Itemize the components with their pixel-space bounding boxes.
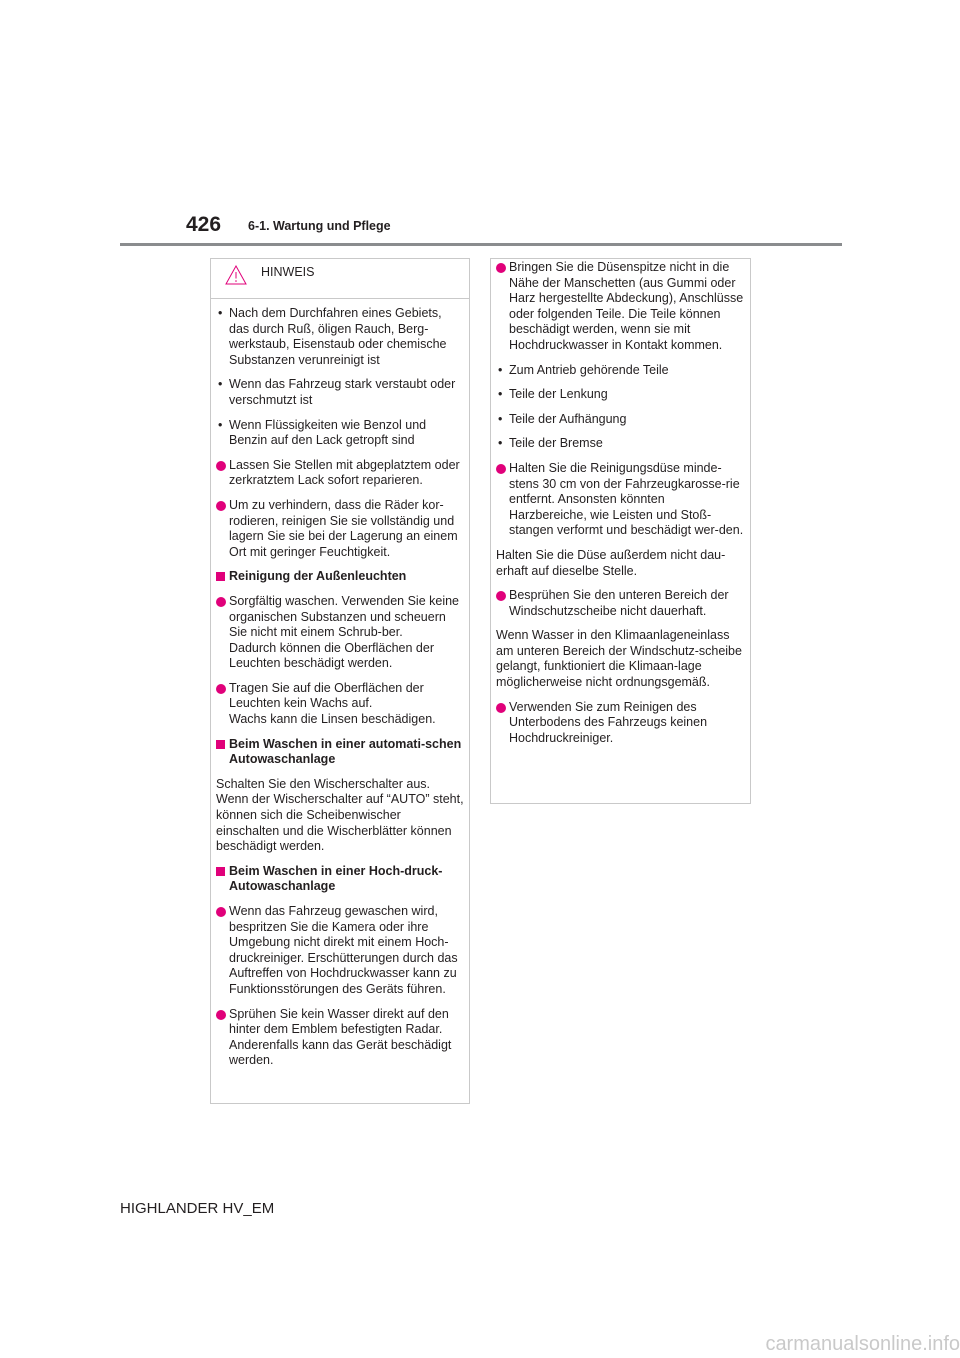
item-text: Bringen Sie die Düsenspitze nicht in die Nähe der Manschetten (aus Gummi oder Harz hergestellte Abdeckung), Anschlüsse oder folgenden Teile. Die Teile können beschädigt werden, wenn sie mit Hochdruckwasser in Kontakt kommen. [509, 260, 744, 352]
item-text: Nach dem Durchfahren eines Gebiets, das durch Ruß, öligen Rauch, Berg-werkstaub, Eisenstaub oder chemische Substanzen verunreinigt ist [229, 306, 447, 367]
list-item [496, 412, 745, 428]
page-number: 426 [186, 213, 222, 236]
list-item [496, 363, 745, 379]
notice-box-left [210, 258, 470, 1104]
subsection-heading [216, 569, 464, 585]
item-text: Teile der Aufhängung [509, 411, 627, 426]
item-text: Wenn das Fahrzeug gewaschen wird, bespritzen Sie die Kamera oder ihre Umgebung nicht direkt mit einem Hoch-druckreiniger. Erschütterungen durch das Auftreffen von Hochdruckwasser kann zu Funktionsstörungen des Geräts führen. [229, 904, 458, 996]
list-item [216, 458, 464, 489]
notice-content-right [491, 259, 750, 746]
circle-bullet-icon [216, 461, 226, 471]
item-text: Zum Antrieb gehörende Teile [509, 362, 669, 377]
list-item [496, 260, 745, 354]
subsection-heading [216, 737, 464, 768]
square-bullet-icon [216, 740, 225, 749]
list-item [496, 461, 745, 539]
bullet-icon: • [218, 306, 223, 320]
circle-bullet-icon [216, 1010, 226, 1020]
item-text: Halten Sie die Reinigungsdüse minde-stens 30 cm von der Fahrzeugkarosse-rie entfernt. Ansonsten könnten Harzbereiche, wie Leisten und Stoß-stangen verformt und beschädigt wer-den. [509, 460, 744, 538]
header-rule [120, 243, 842, 246]
item-text: Um zu verhindern, dass die Räder kor-rodieren, reinigen Sie sie vollständig und lagern Sie sie bei der Lagerung an einem Ort mit geringer Feuchtigkeit. [229, 497, 458, 559]
section-title: 6-1. Wartung und Pflege [248, 219, 391, 233]
circle-bullet-icon [496, 263, 506, 273]
paragraph: Schalten Sie den Wischerschalter aus. Wenn der Wischerschalter auf “AUTO” steht, können sich die Scheibenwischer einschalten und die Wischerblätter können beschädigt werden. [216, 776, 464, 854]
item-text: Reinigung der Außenleuchten [229, 569, 407, 584]
item-text: Sorgfältig waschen. Verwenden Sie keine organischen Substanzen und scheuern Sie nicht mit einem Schrub-ber. Dadurch können die Oberflächen der Leuchten beschädigt werden. [229, 593, 460, 671]
subsection-heading [216, 864, 464, 895]
notice-box-right [490, 258, 751, 804]
list-item [496, 700, 745, 747]
item-text: Wenn Flüssigkeiten wie Benzol und Benzin auf den Lack getropft sind [229, 417, 427, 448]
list-item [216, 904, 464, 998]
bullet-icon: • [498, 436, 503, 451]
list-item [216, 498, 464, 560]
model-footer: HIGHLANDER HV_EM [120, 1200, 275, 1217]
bullet-icon: • [498, 387, 503, 402]
circle-bullet-icon [216, 907, 226, 917]
list-item [216, 681, 464, 728]
circle-bullet-icon [496, 591, 506, 601]
item-text: Besprühen Sie den unteren Bereich der Windschutzscheibe nicht dauerhaft. [509, 588, 729, 618]
warning-triangle-icon [225, 265, 247, 285]
notice-content-left [211, 299, 469, 1069]
list-item [216, 418, 464, 449]
list-item [216, 594, 464, 672]
watermark-text: carmanualsonline.info [700, 1330, 960, 1358]
bullet-icon: • [498, 362, 503, 377]
circle-bullet-icon [496, 464, 506, 474]
bullet-icon: • [498, 411, 503, 426]
notice-header [211, 259, 469, 299]
item-text: Tragen Sie auf die Oberflächen der Leuchten kein Wachs auf. Wachs kann die Linsen beschädigen. [229, 680, 436, 727]
paragraph: Halten Sie die Düse außerdem nicht dau-erhaft auf dieselbe Stelle. [496, 547, 726, 578]
circle-bullet-icon [216, 597, 226, 607]
circle-bullet-icon [496, 703, 506, 713]
paragraph: Wenn Wasser in den Klimaanlageneinlass am unteren Bereich der Windschutz-scheibe gelangt, funktioniert die Klimaan-lage möglicherweise nicht ordnungsgemäß. [496, 628, 742, 690]
item-text: Beim Waschen in einer Hoch-druck-Autowaschanlage [229, 863, 443, 894]
item-text: Wenn das Fahrzeug stark verstaubt oder verschmutzt ist [229, 377, 456, 407]
list-item [496, 436, 745, 452]
square-bullet-icon [216, 572, 225, 581]
list-item [216, 1007, 464, 1069]
square-bullet-icon [216, 867, 225, 876]
circle-bullet-icon [216, 684, 226, 694]
notice-label: HINWEIS [261, 265, 315, 279]
item-text: Beim Waschen in einer automati-schen Autowaschanlage [229, 736, 462, 767]
bullet-icon: • [218, 377, 223, 392]
item-text: Teile der Lenkung [509, 387, 608, 402]
item-text: Sprühen Sie kein Wasser direkt auf den hinter dem Emblem befestigten Radar. Anderenfalls kann das Gerät beschädigt werden. [229, 1006, 452, 1068]
list-item [496, 588, 745, 619]
item-text: Teile der Bremse [509, 436, 603, 451]
item-text: Lassen Sie Stellen mit abgeplatztem oder zerkratztem Lack sofort reparieren. [229, 457, 460, 488]
list-item [496, 387, 745, 403]
circle-bullet-icon [216, 501, 226, 511]
list-item [216, 306, 464, 368]
item-text: Verwenden Sie zum Reinigen des Unterbodens des Fahrzeugs keinen Hochdruckreiniger. [509, 699, 708, 745]
bullet-icon: • [218, 417, 223, 432]
list-item [216, 377, 464, 408]
